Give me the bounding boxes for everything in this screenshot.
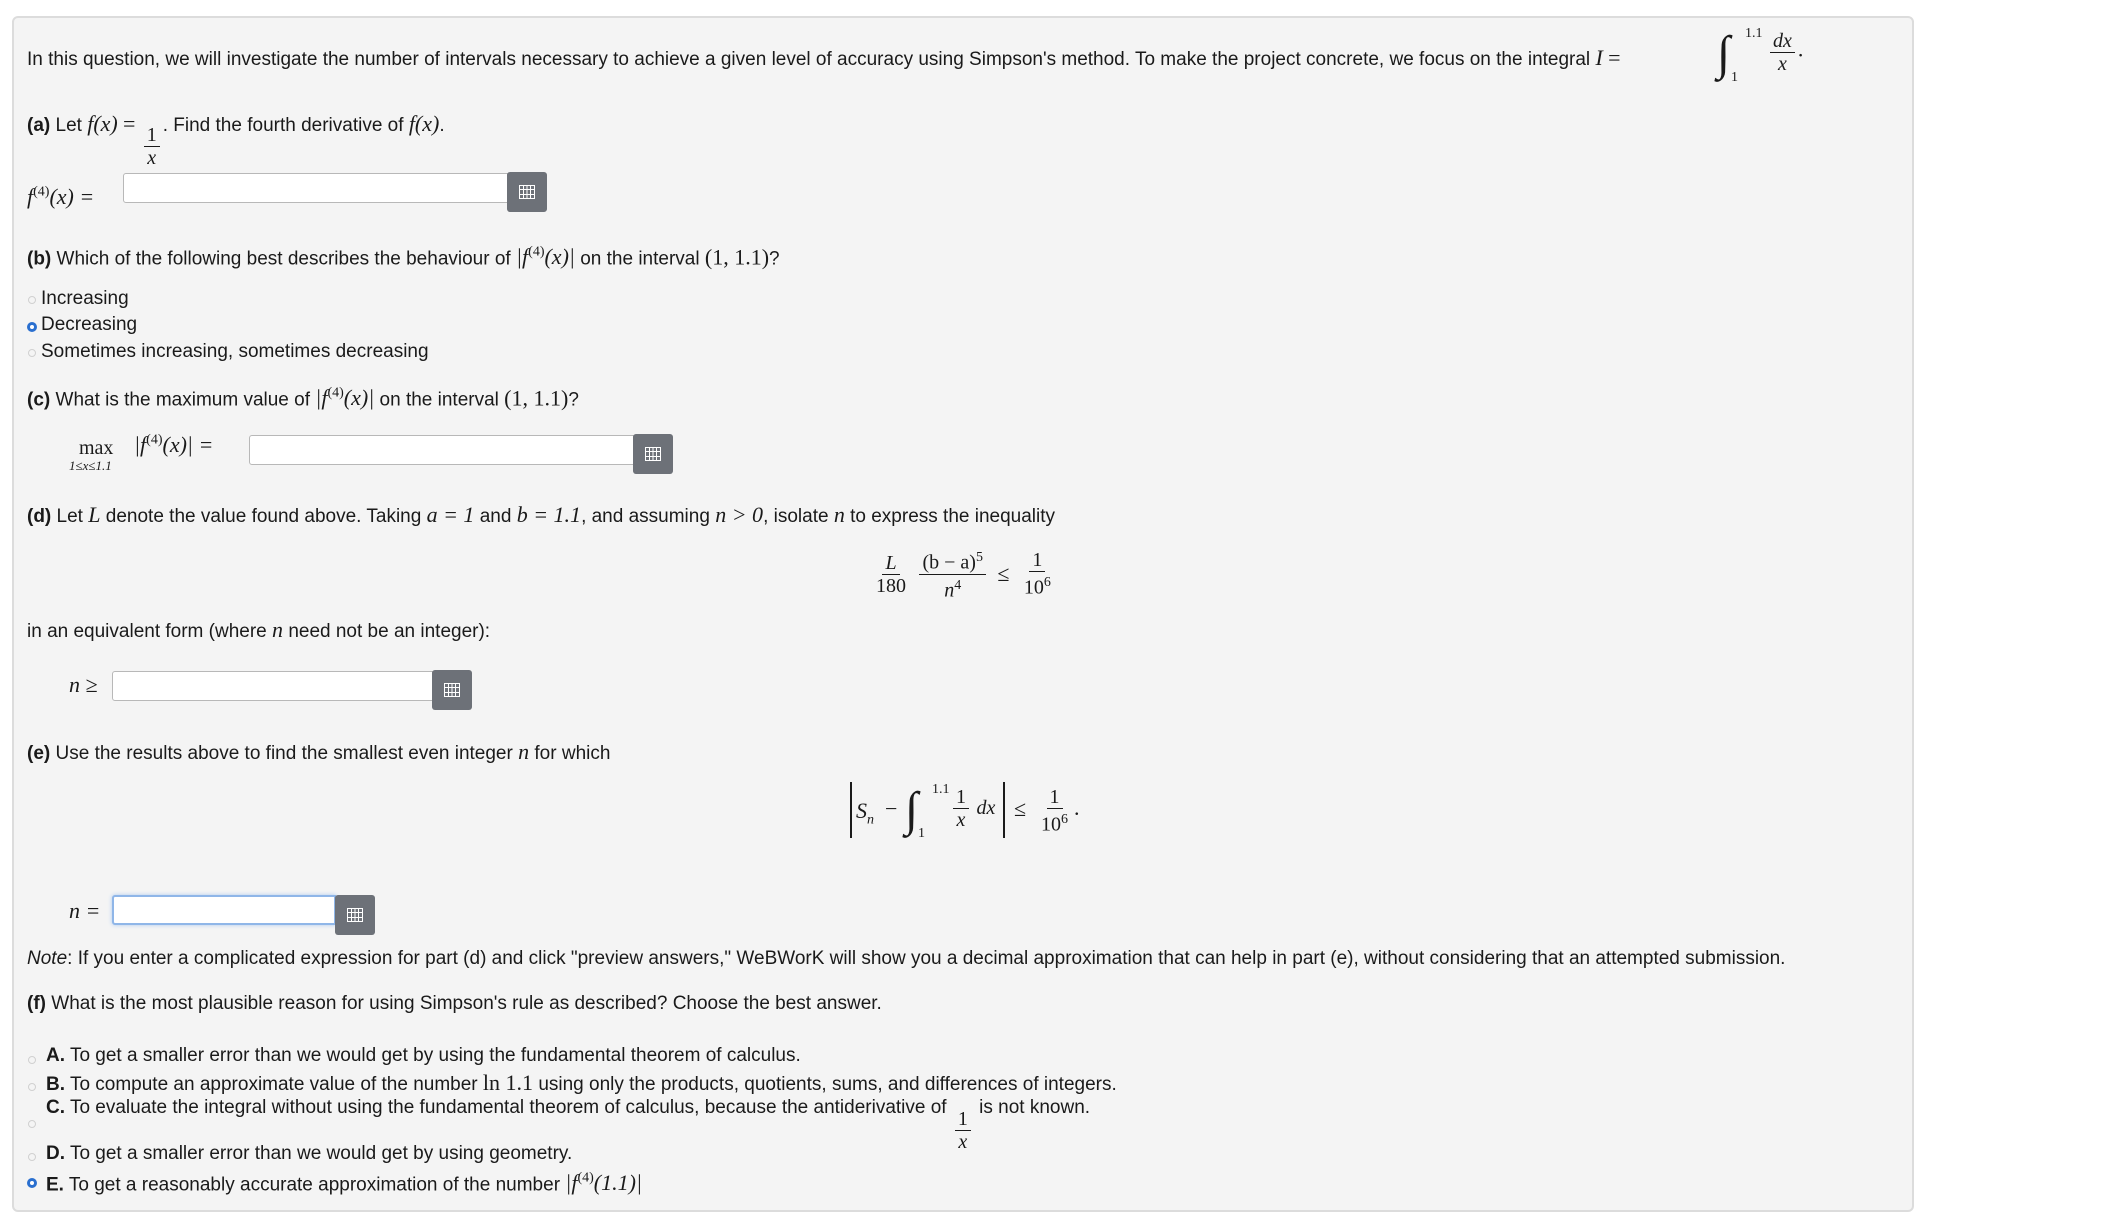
max-subscript: 1≤x≤1.1 xyxy=(69,458,112,473)
n-inequality-input[interactable] xyxy=(112,671,433,701)
equation-editor-button-d[interactable] xyxy=(432,670,472,710)
grid-icon xyxy=(347,908,363,922)
intro-lower-limit: 1 xyxy=(1731,70,1738,85)
abs-bar-right xyxy=(1003,782,1005,838)
part-a-answer-label: $f^{(4)}(x)$ = xyxy=(27,184,95,209)
part-d-followup: in an equivalent form (where n need not be an integer): xyxy=(27,617,491,642)
option-sometimes-label: Sometimes increasing, sometimes decreasing xyxy=(41,341,429,362)
intro-text: In this question, we will investigate the number of intervals necessary to achieve a given level of accuracy using Simpson's method. To make the project concrete, we focus on the integral I = xyxy=(27,45,1621,70)
option-a-label: A. To get a smaller error than we would get by using the fundamental theorem of calculus. xyxy=(46,1045,801,1066)
part-d-inequality: $\frac{L}{180}$ $\frac{(b - a)^5}{n^4}$ ≤ $\frac{1}{10^6}$ xyxy=(870,547,1057,601)
part-e-answer-label: n = xyxy=(69,898,101,923)
max-value-input[interactable] xyxy=(249,435,634,465)
n-even-integer-input[interactable] xyxy=(112,895,336,925)
part-e-integral-sign: ∫ xyxy=(905,783,919,836)
part-e-rhs: $\frac{1}{10^6}$ . xyxy=(1041,786,1080,836)
equation-editor-button-a[interactable] xyxy=(507,172,547,212)
radio-option-c[interactable] xyxy=(28,1120,36,1128)
part-b-question: (b) Which of the following best describes the behaviour of $|f^{(4)}(x)|$ on the interval (1, 1.1)? xyxy=(27,244,780,270)
radio-option-a[interactable] xyxy=(28,1056,36,1064)
grid-icon xyxy=(645,447,661,461)
equation-editor-button-c[interactable] xyxy=(633,434,673,474)
option-b-label: B. To compute an approximate value of the number ln 1.1 using only the products, quotients, sums, and differences of integers. xyxy=(46,1070,1117,1095)
radio-option-e[interactable] xyxy=(27,1178,37,1188)
part-e-integrand: $\frac{1}{x}$ dx xyxy=(950,786,995,831)
radio-decreasing[interactable] xyxy=(27,322,37,332)
Sn-term: $S_n$ xyxy=(856,798,874,828)
minus-sign: − xyxy=(885,796,898,821)
radio-option-d[interactable] xyxy=(28,1153,36,1161)
part-d-question: (d) Let L denote the value found above. Taking a = 1 and b = 1.1, and assuming n > 0, isolate n to express the inequality xyxy=(27,502,1056,527)
option-d-label: D. To get a smaller error than we would get by using geometry. xyxy=(46,1143,573,1164)
radio-sometimes[interactable] xyxy=(28,349,36,357)
part-a-question: (a) Let f(x) = $\frac{1}{x}$ . Find the fourth derivative of f(x). xyxy=(27,111,445,169)
leq-sign: ≤ xyxy=(1014,796,1027,821)
part-c-question: (c) What is the maximum value of $|f^{(4)}(x)|$ on the interval (1, 1.1)? xyxy=(27,385,579,411)
option-increasing-label: Increasing xyxy=(41,288,129,309)
part-f-question: (f) What is the most plausible reason for using Simpson's rule as described? Choose the best answer. xyxy=(27,993,882,1014)
max-operator: max xyxy=(79,437,114,459)
abs-bar-left xyxy=(850,782,852,838)
note-text: Note: If you enter a complicated expression for part (d) and click "preview answers," WeBWorK will show you a decimal approximation that can help in part (e), without considering that an attempted submission. xyxy=(27,948,1786,969)
part-c-answer-label: $|f^{(4)}(x)|$ = xyxy=(134,432,214,457)
grid-icon xyxy=(444,683,460,697)
radio-option-b[interactable] xyxy=(28,1083,36,1091)
intro-fraction: $\frac{dx}{x}$ . xyxy=(1767,30,1803,75)
intro-integral-sign: ∫ xyxy=(1717,27,1731,80)
equation-editor-button-e[interactable] xyxy=(335,895,375,935)
part-e-lower-limit: 1 xyxy=(918,826,925,841)
part-d-answer-label: n ≥ xyxy=(69,672,98,697)
option-decreasing-label: Decreasing xyxy=(41,314,138,335)
option-c-label: C. To evaluate the integral without using the fundamental theorem of calculus, because the antiderivative of $\frac{1}{x}$ is not known. xyxy=(46,1097,1091,1153)
part-e-question: (e) Use the results above to find the smallest even integer n for which xyxy=(27,739,611,764)
grid-icon xyxy=(519,185,535,199)
part-e-upper-limit: 1.1 xyxy=(932,782,950,797)
intro-upper-limit: 1.1 xyxy=(1745,26,1763,41)
option-e-label: E. To get a reasonably accurate approximation of the number $|f^{(4)}(1.1)|$ xyxy=(46,1170,642,1196)
radio-increasing[interactable] xyxy=(28,296,36,304)
fourth-derivative-input[interactable] xyxy=(123,173,508,203)
